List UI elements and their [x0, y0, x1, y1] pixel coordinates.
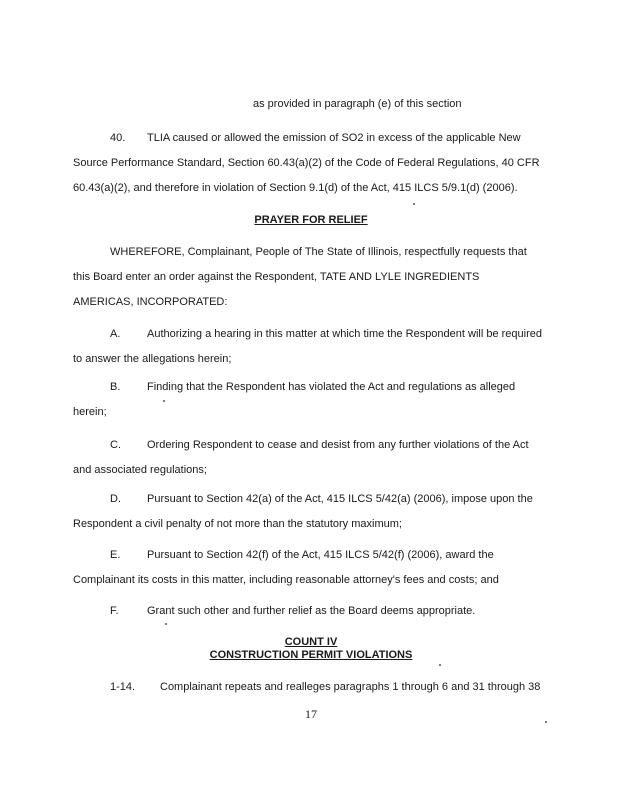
list-marker: F. — [110, 605, 119, 617]
text-line: and associated regulations; — [73, 464, 207, 476]
scan-speck — [439, 664, 441, 666]
text-line: as provided in paragraph (e) of this section — [253, 98, 462, 110]
text-line: TLIA caused or allowed the emission of SO2 in excess of the applicable New — [147, 132, 521, 144]
text-line: Finding that the Respondent has violated the Act and regulations as alleged — [147, 381, 516, 393]
list-marker: C. — [110, 439, 121, 451]
list-marker: D. — [110, 493, 121, 505]
text-line: Pursuant to Section 42(a) of the Act, 415 ILCS 5/42(a) (2006), impose upon the — [147, 493, 533, 505]
scan-speck — [545, 721, 547, 723]
text-line: Complainant its costs in this matter, including reasonable attorney's fees and costs; and — [73, 574, 499, 586]
paragraph-number: 1-14. — [110, 681, 136, 693]
count-subheading: CONSTRUCTION PERMIT VIOLATIONS — [209, 649, 413, 661]
list-marker: B. — [110, 381, 121, 393]
text-line: Source Performance Standard, Section 60.43(a)(2) of the Code of Federal Regulations, 40 CFR — [73, 157, 540, 169]
scan-speck — [413, 203, 415, 205]
text-line: herein; — [73, 406, 107, 418]
text-line: Pursuant to Section 42(f) of the Act, 415 ILCS 5/42(f) (2006), award the — [147, 549, 494, 561]
text-line: to answer the allegations herein; — [73, 353, 232, 365]
section-heading: PRAYER FOR RELIEF — [254, 214, 368, 226]
text-line: AMERICAS, INCORPORATED: — [73, 296, 228, 308]
list-marker: E. — [110, 549, 121, 561]
text-line: Grant such other and further relief as the Board deems appropriate. — [147, 605, 476, 617]
text-line: Authorizing a hearing in this matter at which time the Respondent will be required — [147, 328, 542, 340]
text-line: 60.43(a)(2), and therefore in violation of Section 9.1(d) of the Act, 415 ILCS 5/9.1(d) (2006). — [73, 182, 518, 194]
count-heading: COUNT IV — [284, 636, 338, 648]
scan-speck — [163, 400, 165, 402]
paragraph-number: 40. — [110, 132, 126, 144]
page-number: 17 — [305, 707, 317, 721]
text-line: Ordering Respondent to cease and desist from any further violations of the Act — [147, 439, 529, 451]
text-line: Respondent a civil penalty of not more than the statutory maximum; — [73, 518, 402, 530]
text-line: Complainant repeats and realleges paragraphs 1 through 6 and 31 through 38 — [160, 681, 541, 693]
text-line: WHEREFORE, Complainant, People of The State of Illinois, respectfully requests that — [110, 246, 527, 258]
list-marker: A. — [110, 328, 121, 340]
text-line: this Board enter an order against the Respondent, TATE AND LYLE INGREDIENTS — [73, 271, 480, 283]
scan-speck — [165, 623, 167, 625]
